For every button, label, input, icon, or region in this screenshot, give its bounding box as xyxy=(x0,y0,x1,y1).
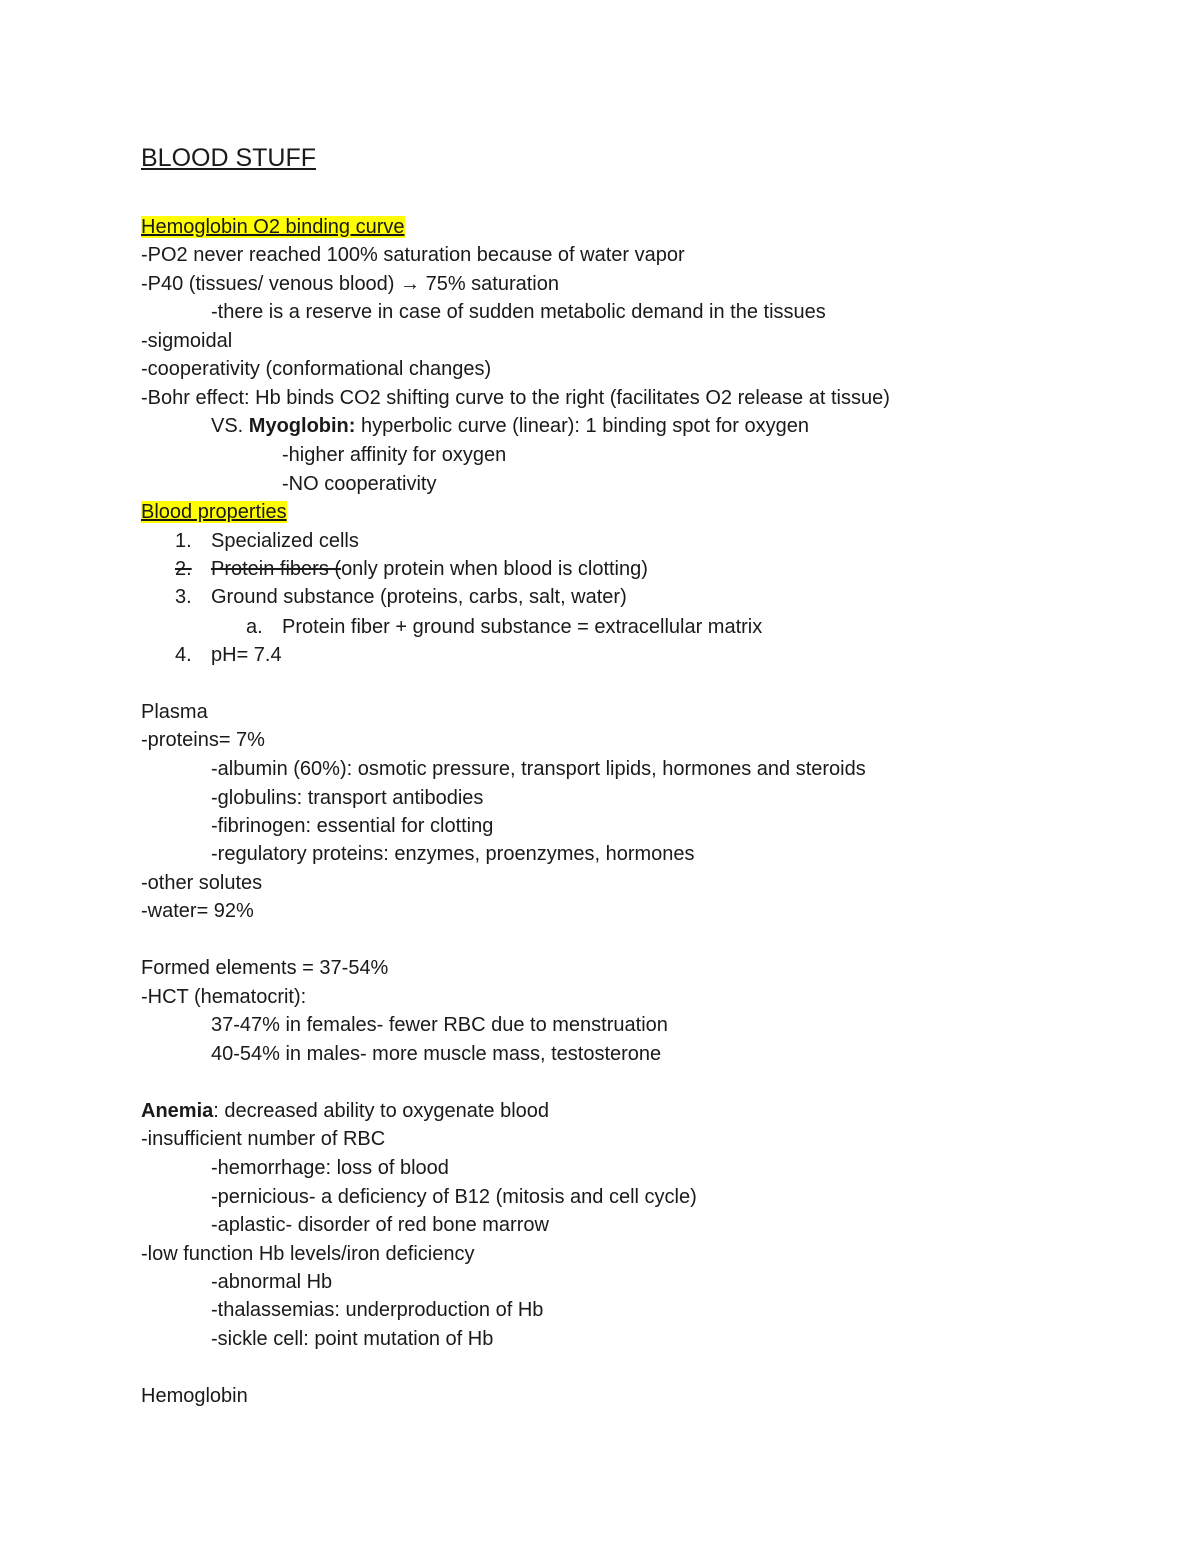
text-line: -HCT (hematocrit): xyxy=(141,986,307,1008)
text-line: -Bohr effect: Hb binds CO2 shifting curve to the right (facilitates O2 release at tissue) xyxy=(141,387,890,409)
text-line: 37-47% in females- fewer RBC due to menstruation xyxy=(211,1014,668,1036)
text-line: -abnormal Hb xyxy=(211,1271,333,1293)
page-title: BLOOD STUFF xyxy=(141,144,317,172)
text-line: -regulatory proteins: enzymes, proenzymes, hormones xyxy=(211,843,695,865)
hemoglobin-heading: Hemoglobin xyxy=(141,1385,248,1407)
text-line: -fibrinogen: essential for clotting xyxy=(211,815,494,837)
text-line: -hemorrhage: loss of blood xyxy=(211,1157,449,1179)
text-line: -thalassemias: underproduction of Hb xyxy=(211,1299,544,1321)
text-line: -NO cooperativity xyxy=(282,473,437,495)
myoglobin-line: VS. Myoglobin: hyperbolic curve (linear): 1 binding spot for oxygen xyxy=(211,415,810,437)
text-line: -P40 (tissues/ venous blood) → 75% saturation xyxy=(141,273,559,295)
text-line: -aplastic- disorder of red bone marrow xyxy=(211,1214,549,1236)
text-line: -higher affinity for oxygen xyxy=(282,444,507,466)
text-line: -globulins: transport antibodies xyxy=(211,787,484,809)
plasma-heading: Plasma xyxy=(141,701,208,723)
text-line: -cooperativity (conformational changes) xyxy=(141,358,492,380)
text-line: -albumin (60%): osmotic pressure, transport lipids, hormones and steroids xyxy=(211,758,866,780)
hemoglobin-curve-heading: Hemoglobin O2 binding curve xyxy=(141,216,405,238)
text-line: -water= 92% xyxy=(141,900,254,922)
text-line: -low function Hb levels/iron deficiency xyxy=(141,1243,475,1265)
text-line: -proteins= 7% xyxy=(141,729,265,751)
text-line: -PO2 never reached 100% saturation because of water vapor xyxy=(141,244,685,266)
text-line: -there is a reserve in case of sudden metabolic demand in the tissues xyxy=(211,301,826,323)
text-line: 40-54% in males- more muscle mass, testosterone xyxy=(211,1043,662,1065)
text-line: -sigmoidal xyxy=(141,330,233,352)
text-line: -pernicious- a deficiency of B12 (mitosis and cell cycle) xyxy=(211,1186,697,1208)
text-line: -insufficient number of RBC xyxy=(141,1128,386,1150)
document-page: BLOOD STUFF Hemoglobin O2 binding curve -PO2 never reached 100% saturation because of water vapor -P40 (tissues/ venous blood) → 75% saturation -there is a reserve in case of sudden metabolic demand in the tissues -sigmoidal -cooperativity (conformational changes) -Bohr effect: Hb binds CO2 shifting curve to the right (facilitates O2 release at tissue) VS. Myoglobin: hyperbolic curve (linear): 1 binding spot for oxygen -higher affinity for oxygen -NO cooperativity Blood properties 1. Specialized cells 2. Protein fibers (only protein when blood is clotting) 3. Ground substance (proteins, carbs, salt, water) a. Protein fiber + ground substance = extracellular matrix 4. pH= 7.4 Plasma -proteins= 7% -albumin (60%): osmotic pressure, transport lipids, hormones and steroids -globulins: transport antibodies -fibrinogen: essential for clotting -regulatory proteins: enzymes, proenzymes, hormones -other solutes -water= 92% Formed elements = 37-54% -HCT (hematocrit): 37-47% in females- fewer RBC due to menstruation 40-54% in males- more muscle mass, testosterone Anemia: decreased ability to oxygenate blood -insufficient number of RBC -hemorrhage: loss of blood -pernicious- a deficiency of B12 (mitosis and cell cycle) -aplastic- disorder of red bone marrow -low function Hb levels/iron deficiency -abnormal Hb -thalassemias: underproduction of Hb -sickle cell: point mutation of Hb Hemoglobin xyxy=(0,0,1200,1553)
text-line: -other solutes xyxy=(141,872,263,894)
blood-properties-heading: Blood properties xyxy=(141,501,287,523)
formed-elements-heading: Formed elements = 37-54% xyxy=(141,957,389,979)
text-line: -sickle cell: point mutation of Hb xyxy=(211,1328,494,1350)
anemia-heading: Anemia: decreased ability to oxygenate blood xyxy=(141,1100,550,1122)
